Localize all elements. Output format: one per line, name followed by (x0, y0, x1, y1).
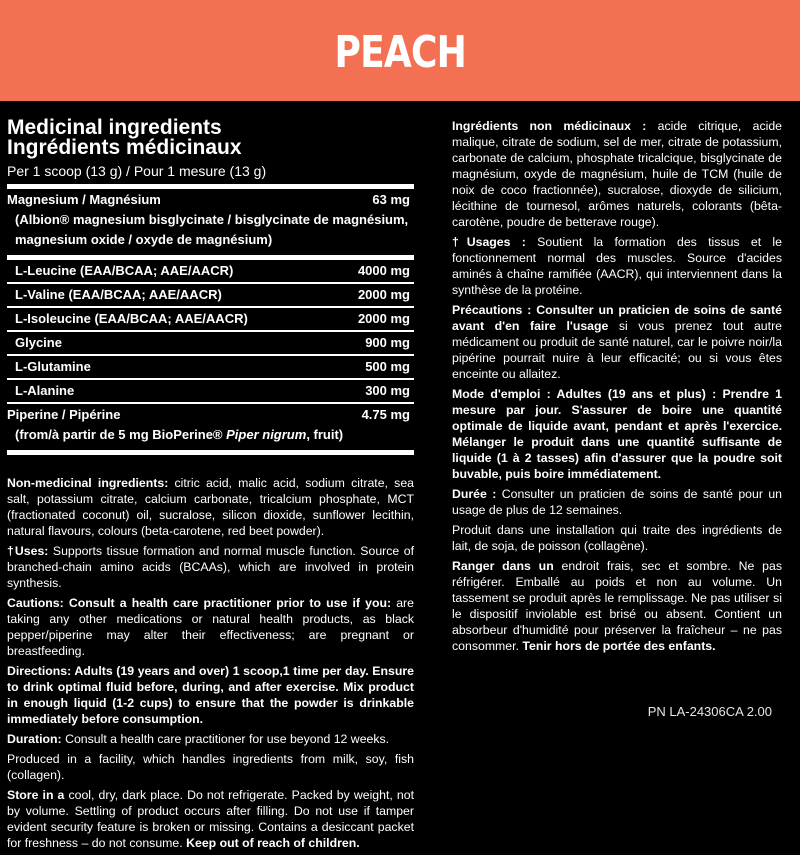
magnesium-source-2: magnesium oxide / oxyde de magnésium) (15, 232, 273, 247)
amount: 63 mg (372, 192, 410, 207)
precautions-fr: Précautions : Consulter un praticien de soins de santé avant d'en faire l'usage si vous prenez tout autre médicament ou produit de santé naturel, car le poivre noir/la pipérine pourrait nuire à leur efficacité; ou si vous êtes enceinte ou allaitez. (452, 303, 783, 381)
uses-en: †Uses: Supports tissue formation and normal muscle function. Source of branched-chain amino acids (BCAAs), which are involved in protein synthesis. (7, 544, 414, 590)
cautions-en: Cautions: Consult a health care practitioner prior to use if you: are taking any other medications or natural health products, as black pepper/piperine may alter their effectiveness; are pregnant or breastfeeding. (7, 596, 414, 658)
duration-fr: Durée : Consulter un praticien de soins de santé pour un usage de plus de 12 semaines. (452, 487, 783, 517)
storage-en: Store in a cool, dry, dark place. Do not refrigerate. Packed by weight, not by volume. Settling of product occurs after filling. Do not use if tamper evident security feature is broken or missing. Contains a desiccant packet for freshness – do not consume. Keep out of reach of children. (7, 788, 414, 850)
piperine-source: (from/à partir de 5 mg BioPerine® Piper nigrum, fruit) (15, 427, 344, 442)
flavor-banner (0, 0, 800, 101)
french-column (452, 118, 782, 719)
duration-en: Duration: Consult a health care practitioner for use beyond 12 weeks. (7, 732, 390, 746)
magnesium-source-1: (Albion® magnesium bisglycinate / bisglycinate de magnésium, (15, 212, 409, 227)
ingredient-row: L-Isoleucine (EAA/BCAA; AAE/AACR) 2000 mg (15, 311, 410, 326)
ingredient-row-magnesium: Magnesium / Magnésium 63 mg (7, 192, 410, 207)
serving-size: Per 1 scoop (13 g) / Pour 1 mesure (13 g) (7, 163, 267, 179)
directions-fr: Mode d'emploi : Adultes (19 ans et plus) : Prendre 1 mesure par jour. S'assurer de boire une quantité optimale de liquide avant, pendant et après l'exercice. Mélanger le produit dans une quantité suffisante de liquide (1 à 2 tasses) afin d'assurer que la poudre soit buvable, puis boire immédiatement. (452, 387, 782, 481)
facility-en: Produced in a facility, which handles ingredients from milk, soy, fish (collagen). (7, 752, 414, 782)
storage-fr: Ranger dans un endroit frais, sec et sombre. Ne pas réfrigérer. Emballé au poids et non au volume. Un tassement se produit après le remplissage. Ne pas utiliser si le dispositif inviolable est brisé ou absent. Contient un absorbeur d'humidité pour préserver la fraîcheur – ne pas consommer. Tenir hors de portée des enfants. (452, 559, 782, 653)
part-number: PN LA-24306CA 2.00 (647, 704, 772, 719)
non-medicinal-fr: Ingrédients non médicinaux : acide citrique, acide malique, citrate de sodium, sel de mer, citrate de potassium, carbonate de calcium, phosphate tricalcique, bisglycinate de magnésium, oxyde de magnésium, huile de TCM (huile de noix de coco fractionnée), sucralose, dioxyde de silicium, lécithine de tournesol, arômes naturels, colorants (bêta-carotène, poudre de betterave rouge). (452, 119, 782, 229)
directions-en: Directions: Adults (19 years and over) 1 scoop,1 time per day. Ensure to drink optimal fluid before, during, and after exercise. Mix product in enough liquid (1-2 cups) to ensure that the powder is drinkable immediately before consumption. (7, 664, 414, 726)
ingredient-row: Glycine 900 mg (15, 335, 410, 350)
english-column (7, 118, 414, 855)
medicinal-title-fr: Ingrédients médicinaux (7, 136, 242, 159)
ingredient-row: L-Alanine 300 mg (15, 383, 410, 398)
ingredient-table (7, 189, 414, 455)
ingredient-row-piperine: Piperine / Pipérine 4.75 mg (7, 407, 410, 422)
non-medicinal-en: Non-medicinal ingredients: citric acid, malic acid, sodium citrate, sea salt, potassium citrate, calcium carbonate, tricalcium phosphate, MCT (fractionated coconut) oil, sucralose, silicon dioxide, sunflower lecithin, natural flavours, colours (beta-carotene, red beet powder). (7, 476, 414, 538)
medicinal-title-en: Medicinal ingredients (7, 116, 222, 139)
flavor-title: PEACH (334, 27, 466, 78)
facility-fr: Produit dans une installation qui traite des ingrédients de lait, de soja, de poisson (collagène). (452, 523, 782, 553)
uses-fr: †Usages : Soutient la formation des tissus et le fonctionnement normal des muscles. Source d'acides aminés à chaîne ramifiée (AACR), qui interviennent dans la synthèse de la protéine. (452, 235, 782, 297)
ingredient-row: L-Glutamine 500 mg (15, 359, 410, 374)
ingredient-row: L-Valine (EAA/BCAA; AAE/AACR) 2000 mg (15, 287, 410, 302)
ingredient-row: L-Leucine (EAA/BCAA; AAE/AACR) 4000 mg (15, 263, 410, 278)
